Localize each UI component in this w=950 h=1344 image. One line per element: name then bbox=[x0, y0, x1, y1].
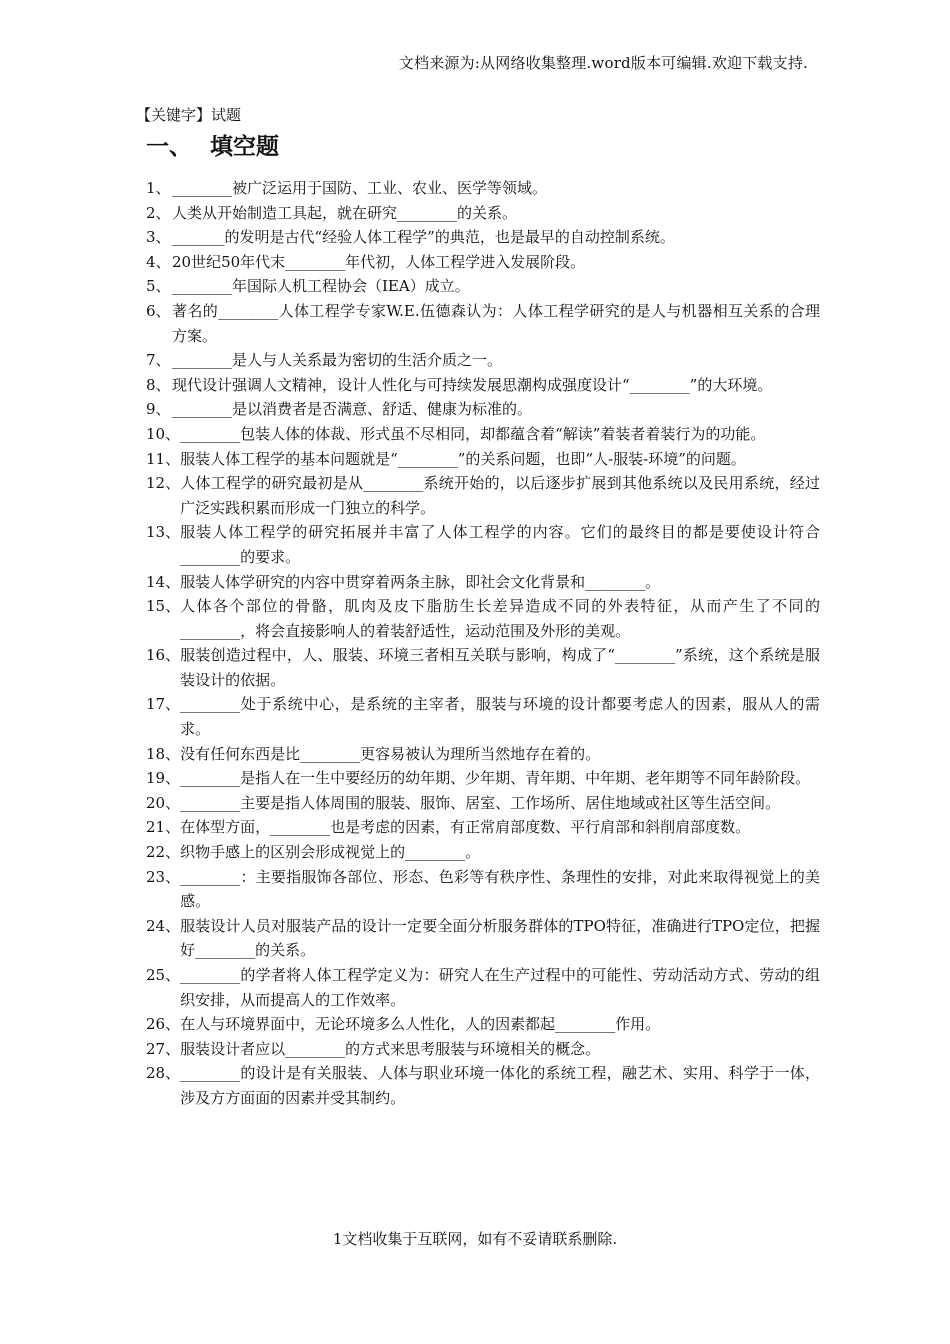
question-text: ________是指人在一生中要经历的幼年期、少年期、青年期、中年期、老年期等不同年龄阶段。 bbox=[180, 769, 811, 788]
question-list bbox=[146, 176, 820, 1111]
question-text: ________被广泛运用于国防、工业、农业、医学等领域。 bbox=[172, 179, 548, 197]
keyword-line: 【关键字】试题 bbox=[136, 106, 242, 124]
question-number: 16、 bbox=[146, 646, 181, 665]
question-text: ________主要是指人体周围的服装、服饰、居室、工作场所、居住地域或社区等生活空间。 bbox=[180, 793, 781, 812]
question-number: 1、 bbox=[146, 179, 171, 197]
question-text: ________的学者将人体工程学定义为：研究人在生产过程中的可能性、劳动活动方式、劳动的组织安排，从而提高人的工作效率。 bbox=[180, 966, 820, 1009]
question-number: 2、 bbox=[146, 203, 171, 222]
question-item bbox=[146, 594, 820, 643]
question-text: 服装人体工程学的研究拓展并丰富了人体工程学的内容。它们的最终目的都是要使设计符合________的要求。 bbox=[180, 523, 820, 566]
question-text: 著名的________人体工程学专家W.E.伍德森认为：人体工程学研究的是人与机器相互关系的合理方案。 bbox=[172, 301, 820, 345]
question-number: 24、 bbox=[146, 916, 181, 935]
question-number: 4、 bbox=[146, 252, 171, 271]
source-note: 文档来源为:从网络收集整理.word版本可编辑.欢迎下载支持. bbox=[398, 54, 808, 72]
question-item bbox=[146, 815, 820, 840]
question-number: 11、 bbox=[146, 449, 181, 468]
question-text: 人体工程学的研究最初是从________系统开始的，以后逐步扩展到其他系统以及民用系统，经过广泛实践积累而形成一门独立的科学。 bbox=[180, 474, 820, 517]
question-item bbox=[146, 250, 820, 275]
question-text: 服装设计人员对服装产品的设计一定要全面分析服务群体的TPO特征，准确进行TPO定位，把握好________的关系。 bbox=[180, 916, 820, 960]
question-text: ________是人与人关系最为密切的生活介质之一。 bbox=[172, 351, 503, 370]
question-number: 21、 bbox=[146, 818, 181, 837]
question-item bbox=[146, 1061, 820, 1110]
question-item bbox=[146, 397, 820, 422]
question-number: 6、 bbox=[146, 301, 171, 320]
question-item bbox=[146, 1037, 820, 1062]
section-title bbox=[146, 128, 279, 161]
question-item bbox=[146, 348, 820, 373]
question-number: 12、 bbox=[146, 474, 181, 493]
question-item bbox=[146, 643, 820, 692]
question-item bbox=[146, 914, 820, 963]
question-number: 25、 bbox=[146, 966, 181, 984]
question-text: _______的发明是古代“经验人体工程学”的典范，也是最早的自动控制系统。 bbox=[172, 228, 675, 247]
question-text: 织物手感上的区别会形成视觉上的________。 bbox=[180, 843, 481, 862]
question-item bbox=[146, 791, 820, 816]
question-number: 3、 bbox=[146, 228, 171, 247]
question-item bbox=[146, 520, 820, 569]
question-number: 27、 bbox=[146, 1039, 181, 1058]
question-item bbox=[146, 963, 820, 1012]
question-item bbox=[146, 742, 820, 767]
question-item bbox=[146, 373, 820, 398]
question-text: 20世纪50年代末________年代初，人体工程学进入发展阶段。 bbox=[172, 252, 586, 271]
question-number: 14、 bbox=[146, 572, 181, 591]
question-number: 5、 bbox=[146, 277, 171, 296]
question-text: 服装人体学研究的内容中贯穿着两条主脉，即社会文化背景和________。 bbox=[180, 572, 661, 591]
question-number: 20、 bbox=[146, 793, 181, 812]
question-text: 人类从开始制造工具起，就在研究________的关系。 bbox=[172, 203, 518, 222]
question-item bbox=[146, 692, 820, 741]
question-text: 现代设计强调人文精神，设计人性化与可持续发展思潮构成强度设计“________”的大环境。 bbox=[172, 375, 773, 394]
question-text: ________包装人体的体裁、形式虽不尽相同，却都蕴含着“解读”着装者着装行为的功能。 bbox=[180, 424, 766, 443]
question-number: 8、 bbox=[146, 375, 171, 394]
question-number: 9、 bbox=[146, 400, 171, 419]
question-item bbox=[146, 274, 820, 299]
question-item bbox=[146, 840, 820, 865]
question-text: ________年国际人机工程协会（IEA）成立。 bbox=[172, 277, 470, 296]
question-item bbox=[146, 299, 820, 348]
question-item bbox=[146, 865, 820, 914]
question-item bbox=[146, 422, 820, 447]
question-item bbox=[146, 225, 820, 250]
question-text: ________是以消费者是否满意、舒适、健康为标准的。 bbox=[172, 400, 533, 419]
question-number: 13、 bbox=[146, 523, 181, 542]
question-number: 28、 bbox=[146, 1064, 181, 1083]
question-text: ________处于系统中心，是系统的主宰者，服装与环境的设计都要考虑人的因素，服从人的需求。 bbox=[180, 695, 820, 739]
question-text: 服装人体工程学的基本问题就是“________”的关系问题，也即“人-服装-环境”的问题。 bbox=[180, 449, 746, 468]
question-number: 18、 bbox=[146, 744, 181, 763]
question-number: 7、 bbox=[146, 351, 171, 370]
question-text: 在人与环境界面中，无论环境多么人性化，人的因素都起________作用。 bbox=[180, 1015, 661, 1034]
question-item bbox=[146, 176, 820, 201]
question-item bbox=[146, 447, 820, 472]
question-number: 15、 bbox=[146, 597, 181, 616]
footer-note: 1文档收集于互联网，如有不妥请联系删除. bbox=[332, 1230, 618, 1248]
section-number: 一、 bbox=[146, 133, 192, 160]
question-text: 在体型方面，________也是考虑的因素，有正常肩部度数、平行肩部和斜削肩部度数。 bbox=[180, 818, 751, 837]
question-text: 没有任何东西是比________更容易被认为理所当然地存在着的。 bbox=[180, 744, 601, 763]
section-title-text: 填空题 bbox=[210, 133, 279, 160]
question-number: 22、 bbox=[146, 843, 181, 862]
question-text: ________：主要指服饰各部位、形态、色彩等有秩序性、条理性的安排，对此来取得视觉上的美感。 bbox=[180, 867, 820, 911]
question-item bbox=[146, 471, 820, 520]
question-item bbox=[146, 1012, 820, 1037]
question-text: 服装设计者应以________的方式来思考服装与环境相关的概念。 bbox=[180, 1039, 601, 1058]
question-text: 人体各个部位的骨骼，肌肉及皮下脂肪生长差异造成不同的外表特征，从而产生了不同的________，将会直接影响人的着装舒适性，运动范围及外形的美观。 bbox=[180, 597, 820, 640]
question-text: 服装创造过程中，人、服装、环境三者相互关联与影响，构成了“________”系统，这个系统是服装设计的依据。 bbox=[180, 646, 820, 689]
question-item bbox=[146, 766, 820, 791]
question-number: 26、 bbox=[146, 1015, 181, 1034]
question-item bbox=[146, 570, 820, 595]
question-number: 23、 bbox=[146, 867, 181, 886]
question-text: ________的设计是有关服装、人体与职业环境一体化的系统工程，融艺术、实用、科学于一体，涉及方方面面的因素并受其制约。 bbox=[180, 1064, 820, 1107]
question-number: 17、 bbox=[146, 695, 181, 714]
question-number: 19、 bbox=[146, 769, 181, 788]
question-item bbox=[146, 201, 820, 226]
question-number: 10、 bbox=[146, 424, 181, 443]
